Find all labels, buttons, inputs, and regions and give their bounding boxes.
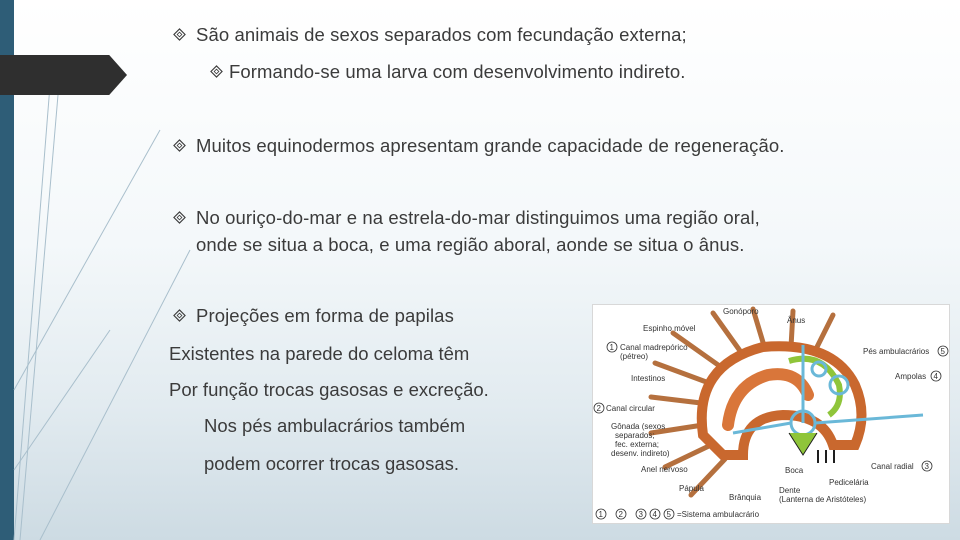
- label-gonada-2: separados;: [615, 431, 655, 440]
- label-intestinos: Intestinos: [631, 374, 666, 383]
- bullet-2-text: Formando-se uma larva com desenvolvimento indireto.: [229, 61, 686, 82]
- label-espinho: Espinho móvel: [643, 324, 696, 333]
- bullet-2: [210, 58, 686, 85]
- sea-urchin-anatomy-figure: [592, 304, 950, 524]
- bullet-4-line-1: No ouriço-do-mar e na estrela-do-mar distinguimos uma região oral,: [196, 207, 760, 228]
- number-5: 5: [940, 347, 945, 356]
- body-line-4: podem ocorrer trocas gasosas.: [204, 453, 460, 474]
- accent-arrow-tab: [0, 55, 127, 95]
- label-petreo: (pétreo): [620, 352, 649, 361]
- tube-feet: [818, 450, 834, 463]
- legend-numbers: [596, 509, 674, 519]
- svg-text:2: 2: [618, 510, 623, 519]
- anatomy-diagram: [593, 305, 949, 523]
- svg-text:5: 5: [666, 510, 671, 519]
- label-canal-radial: Canal radial: [871, 462, 914, 471]
- bullet-4: [173, 204, 760, 258]
- number-4: 4: [933, 372, 938, 381]
- label-dente: Dente: [779, 486, 801, 495]
- diamond-outline-icon: [210, 65, 223, 78]
- bullet-4-line-2: onde se situa a boca, e uma região aboral, aonde se situa o ânus.: [196, 234, 745, 255]
- label-gonada-3: fec. externa;: [615, 440, 660, 449]
- label-anus: Ânus: [787, 316, 806, 325]
- diamond-outline-icon: [173, 28, 186, 41]
- label-anel-nervoso: Anel nervoso: [641, 465, 688, 474]
- label-branquia: Brânquia: [729, 493, 762, 502]
- label-ampolas: Ampolas: [895, 372, 927, 381]
- label-pedicelaria: Pedicelária: [829, 478, 869, 487]
- diamond-outline-icon: [173, 309, 186, 322]
- label-lanterna: (Lanterna de Aristóteles): [779, 495, 867, 504]
- label-canal-circular: Canal circular: [606, 404, 655, 413]
- label-canal-madreporico: Canal madrepórico: [620, 343, 688, 352]
- svg-text:1: 1: [598, 510, 603, 519]
- bullet-5: [173, 302, 454, 329]
- bullet-3-text: Muitos equinodermos apresentam grande capacidade de regeneração.: [196, 135, 785, 156]
- label-gonada-4: desenv. indireto): [611, 449, 670, 458]
- bullet-1: [173, 21, 687, 48]
- label-boca: Boca: [785, 466, 804, 475]
- bullet-3: [173, 132, 785, 159]
- body-line-1: Existentes na parede do celoma têm: [169, 343, 470, 364]
- number-3: 3: [924, 462, 929, 471]
- bullet-5-text: Projeções em forma de papilas: [196, 305, 454, 326]
- svg-text:3: 3: [638, 510, 643, 519]
- bullet-1-text: São animais de sexos separados com fecundação externa;: [196, 24, 687, 45]
- label-papula: Pápula: [679, 484, 704, 493]
- body-line-2: Por função trocas gasosas e excreção.: [169, 379, 489, 400]
- body-line-3: Nos pés ambulacrários também: [204, 415, 466, 436]
- number-1: 1: [609, 343, 614, 352]
- svg-text:4: 4: [652, 510, 657, 519]
- diamond-outline-icon: [173, 211, 186, 224]
- aristotle-lantern: [789, 433, 817, 455]
- label-gonoporo: Gonóporo: [723, 307, 759, 316]
- label-sistema-ambulacrario: =Sistema ambulacrário: [677, 510, 760, 519]
- diamond-outline-icon: [173, 139, 186, 152]
- number-2: 2: [596, 404, 601, 413]
- label-pes: Pés ambulacrários: [863, 347, 930, 356]
- label-gonada-1: Gônada (sexos: [611, 422, 666, 431]
